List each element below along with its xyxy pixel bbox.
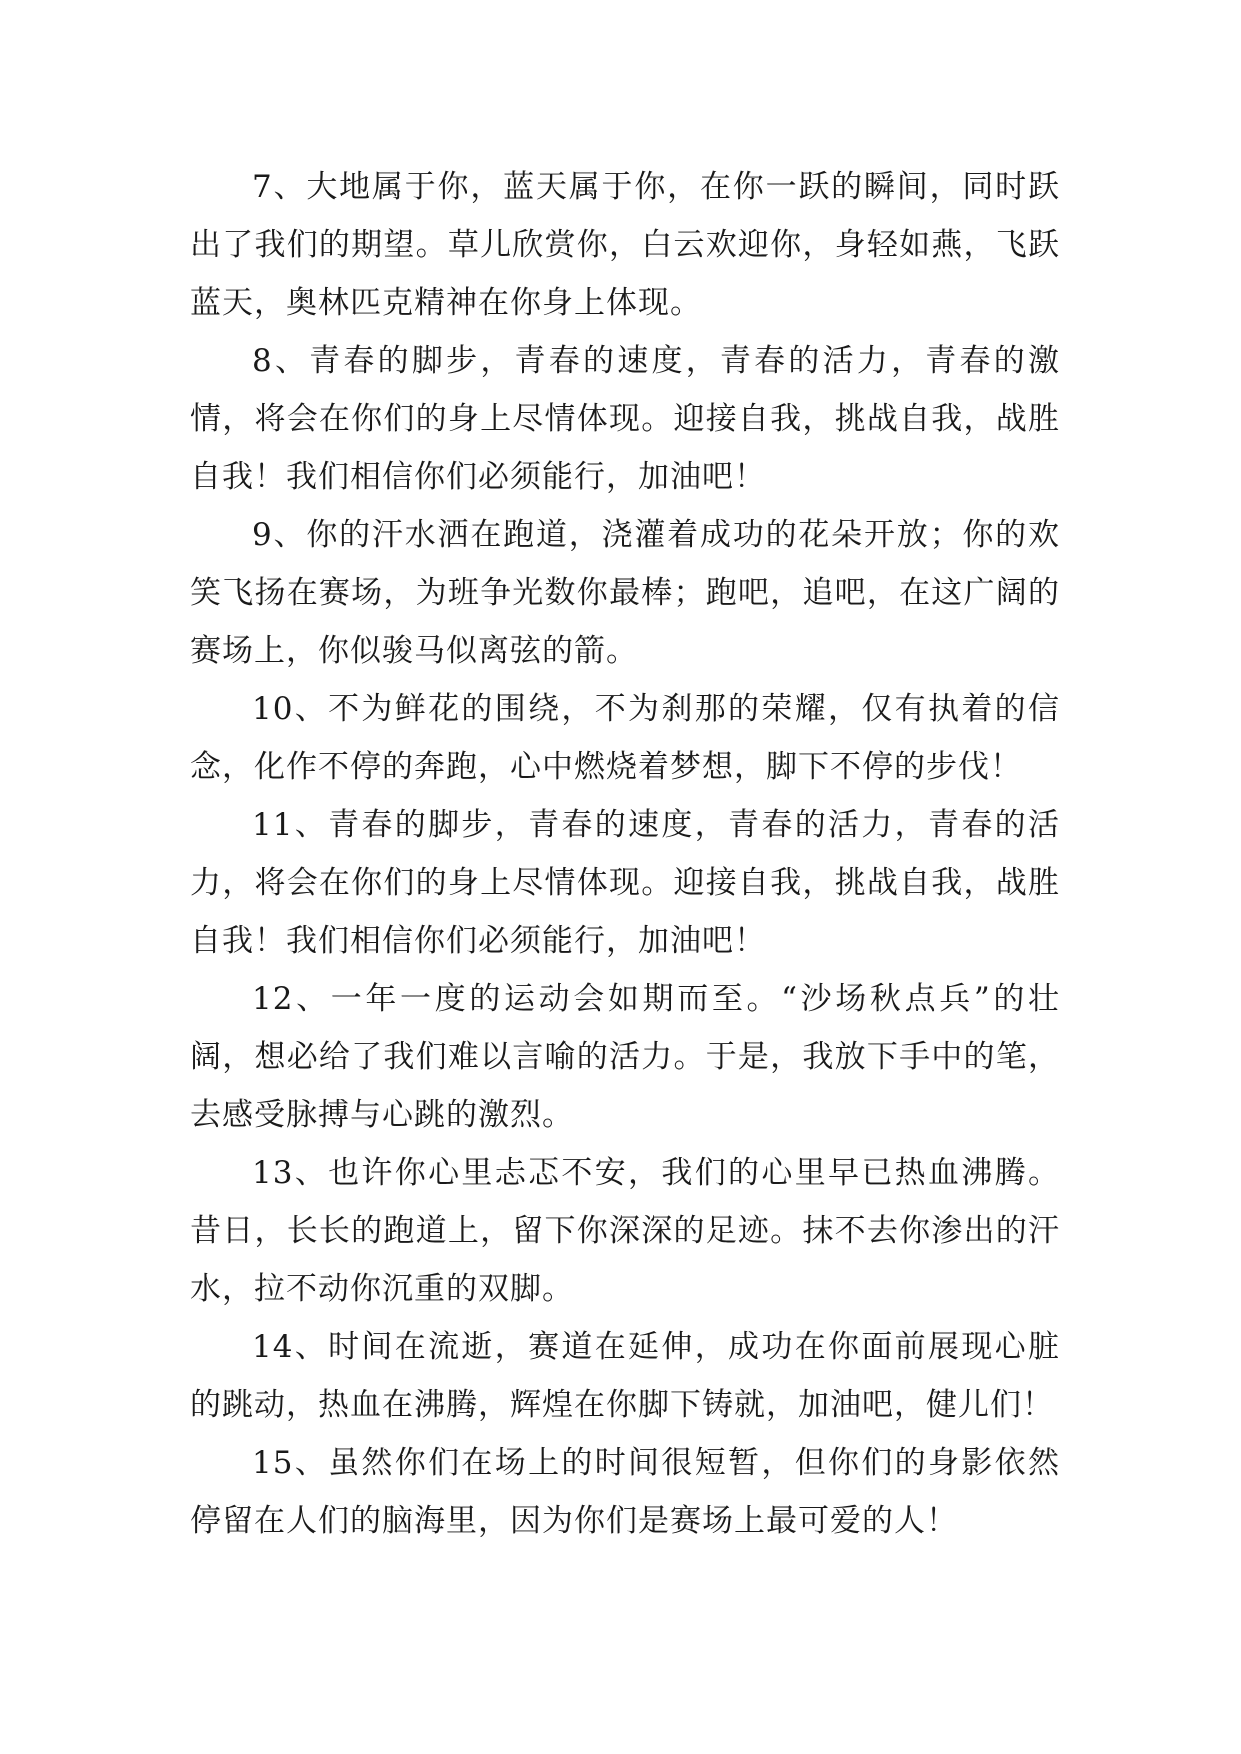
paragraph-8: 8、青春的脚步，青春的速度，青春的活力，青春的激情，将会在你们的身上尽情体现。迎接自我，挑战自我，战胜自我！我们相信你们必须能行，加油吧！: [190, 343, 1060, 495]
paragraph-13: 13、也许你心里忐忑不安，我们的心里早已热血沸腾。昔日，长长的跑道上，留下你深深的足迹。抹不去你渗出的汗水，拉不动你沉重的双脚。: [190, 1155, 1060, 1307]
paragraph-11: 11、青春的脚步，青春的速度，青春的活力，青春的活力，将会在你们的身上尽情体现。迎接自我，挑战自我，战胜自我！我们相信你们必须能行，加油吧！: [190, 807, 1060, 959]
document-body: [190, 158, 1060, 1550]
paragraph-10: 10、不为鲜花的围绕，不为刹那的荣耀，仅有执着的信念，化作不停的奔跑，心中燃烧着梦想，脚下不停的步伐！: [190, 691, 1060, 785]
paragraph-15: 15、虽然你们在场上的时间很短暂，但你们的身影依然停留在人们的脑海里，因为你们是赛场上最可爱的人！: [190, 1445, 1060, 1539]
paragraph-9: 9、你的汗水洒在跑道，浇灌着成功的花朵开放；你的欢笑飞扬在赛场，为班争光数你最棒；跑吧，追吧，在这广阔的赛场上，你似骏马似离弦的箭。: [190, 517, 1060, 669]
paragraph-14: 14、时间在流逝，赛道在延伸，成功在你面前展现心脏的跳动，热血在沸腾，辉煌在你脚下铸就，加油吧，健儿们！: [190, 1329, 1060, 1423]
paragraph-12: 12、一年一度的运动会如期而至。“沙场秋点兵”的壮阔，想必给了我们难以言喻的活力。于是，我放下手中的笔，去感受脉搏与心跳的激烈。: [190, 981, 1060, 1133]
paragraph-7: 7、大地属于你，蓝天属于你，在你一跃的瞬间，同时跃出了我们的期望。草儿欣赏你，白云欢迎你，身轻如燕，飞跃蓝天，奥林匹克精神在你身上体现。: [190, 169, 1060, 321]
